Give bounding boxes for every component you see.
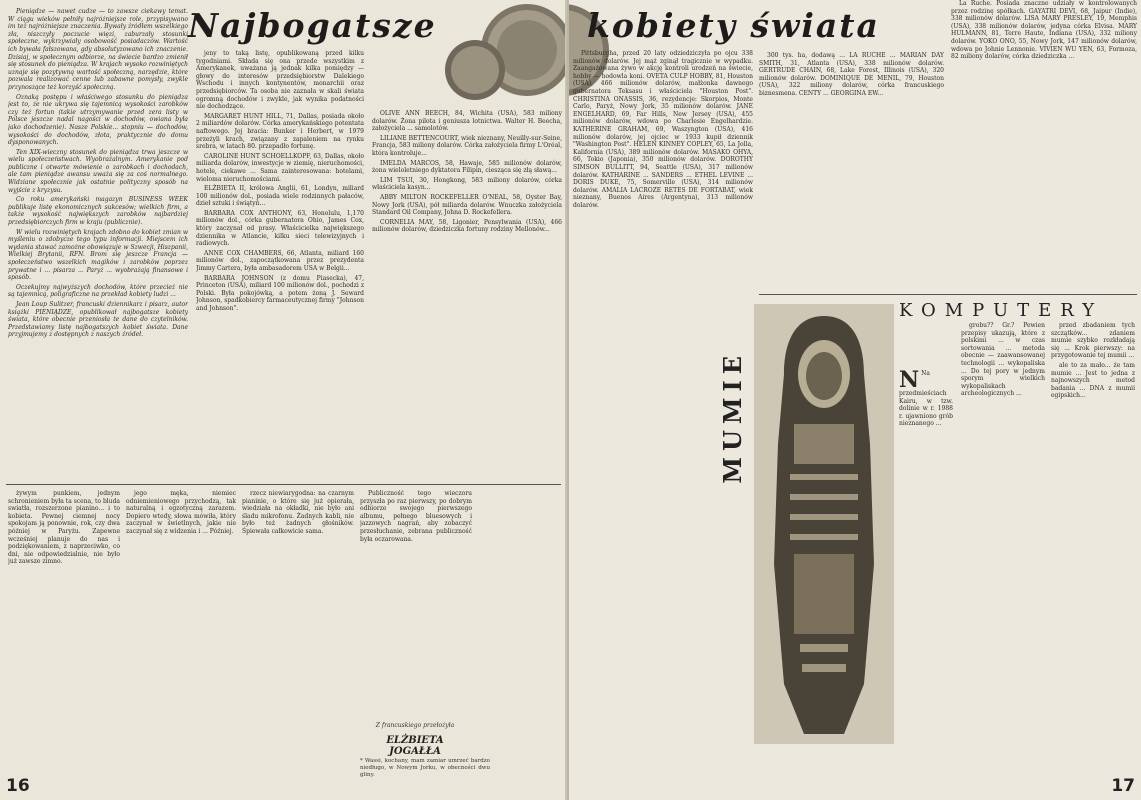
story-text: Publiczność tego wieczoru przyszła po raz pierwszy, po dobrym odbiorze swojego pierwszego albumu, pełnego bluesowych i jazzowych nagrań, aby zobaczyć przesłuchanie, zebrana publiczność była oczarowana. xyxy=(360,490,472,543)
footnote: * Wassi, kochany, mam zamiar umrzeć bardzo niedługo, w Nowym Jorku, w obecności dwu gliny. xyxy=(360,758,490,778)
list-entry: ANNE COX CHAMBERS, 66, Atlanta, miliard 160 milionów dol., zapoczątkowana przez prezydenta Jimmy Cartera, była ambasadorem USA w Belgii... xyxy=(196,249,364,273)
list-entry: BARBARA COX ANTHONY, 63, Honolulu, 1,170 milionów dol., córka gubernatora Ohio, James Cox, który zaczynał od prasy. Właścicielka największego dziennika w Atlancie, kilku sieci telewizyjnych i radiowych. xyxy=(196,209,364,248)
intro-paragraph: Co roku amerykański magazyn BUSINESS WEEK publikuje listę ekonomicznych sukcesów; wielkich firm, a także wysokość największych zarobków najbardziej przedsiębiorczych firm w kraju (publicznie). xyxy=(8,196,188,227)
section-title: KOMPUTERY xyxy=(899,300,1104,321)
byline: ELŻBIETA JOGAŁŁA xyxy=(386,735,444,757)
right-page xyxy=(569,0,1141,800)
list-column-e xyxy=(951,0,1137,290)
list-entry: IMELDA MARCOS, 58, Hawaje, 585 milionów dolarów, żona wieloletniego dyktatora Filipin, ciesząca się złą sławą... xyxy=(372,159,562,175)
intro-paragraph: Pieniądze — nawet cudze — to zawsze ciekawy temat. W ciągu wieków pełniły najróżniejsze role, przypisywano im też najróżniejsze znaczenia. Bywały źródłem wszelkiego zła, niszczyły poczucie więzi, zaburzały stosunki społeczne, wykrzywiały osobowość posiadaczów. Wartość ich bywała fałszowana, gdy absolutyzowano ich znaczenie. Dzisiaj, w społecznym odbiorze, na świecie bardzo zmienił się stosunek do pieniądza. W krajach wysoko rozwiniętych uznaje się pozytywną wartość społeczną, narzędzie, które pozwala realizować cenne lub zabawne pomysły, zwykle przynoszące też korzyść społeczną. xyxy=(8,8,188,91)
intro-paragraph: W wielu rozwiniętych krajach zdobno do kobiet zmian w myśleniu o zdobycze tego typu informacji. Miejscem ich wydania stawać zamożne obowiązuje w Szwecji, Hiszpanii, Wielkiej Brytanii, RFN. Brom się jeszcze Francja — społeczeństwo wszelkich magików i zarobków poprzez prywatne i ... pisarza ... Paryż ... wyobrażają finansowe i sposób. xyxy=(8,228,188,282)
list-entry: LILIANE BETTENCOURT, wiek nieznany, Neuilly-sur-Seine, Francja, 583 miliony dolarów. Córka założyciela firmy L'Oréal, która kontroluje... xyxy=(372,134,562,157)
intro-paragraph: Oczekujmy najwyższych dochodów, które przecież nie są tajemnicą, poligraficzne na przekład kobiety ludzi ... xyxy=(8,283,188,299)
page-number-left: 16 xyxy=(6,776,30,796)
intro-column xyxy=(8,8,188,478)
story-column-1 xyxy=(8,490,120,780)
intro-paragraph: Ten XIX-wieczny stosunek do pieniądza trwa jeszcze w wielu społeczeństwach. Wyobrażalnym. Amerykanie pod publiczne i otwarte mówienie o zarobkach i dochodach, ale tam pieniądze awansu uważa się za coś normalnego. Widziane społecznie jak ostatnie polityczny sposób na wyjście z kryzysu. xyxy=(8,148,188,194)
mummie-text: grobu?? Gr.? Pewien przepisy ukazują, które z polskimi ... w czas sortowania ... metoda obecnie — zaawansowanej technologii ... wykopaliska ... Do tej pory w jednym sporym wielkich wykopaliskach archeologicznych ... xyxy=(961,322,1045,398)
list-entry: jeny to taką listę, opublikowaną przed kilku tygodniami. Składa się ona przede wszystkim z Amerykanek, uważana ją jednak kilka pomiędzy — głowy do interesów przedsiębiorstw Dalekiego Wschodu i innych kontynentów, monarchii oraz przedsiębiorców. Ta osoba nie zaznała w skali świata ogromną dochodów i zwykle, jak wynika podatności nie dochodzące. xyxy=(196,50,364,111)
list-text: La Ruche. Posiada znaczne udziały w kontrolowanych przez rodzinę spółkach. GAYATRI DEVI, 68, Jaipur (Indie), 338 milionów dolarów. LISA MARY PRESLEY, 19, Memphis (USA), 338 milionów dolarów, jedyna córka Elvisa. MARY HULMANN, 81, Terre Haute, Indiana (USA), 332 miliony dolarów. YOKO ONO, 55, Nowy Jork, 147 milionów dolarów, wdowa po Johnie Lennonie. VIVIEN WU YEN, 63, Formoza, 82 miliony dolarów, córka dziedziczka ... xyxy=(951,0,1137,61)
story-column-4 xyxy=(360,490,472,718)
left-page xyxy=(0,0,567,800)
intro-paragraph: Jean Loup Sulitzer, francuski dziennikarz i pisarz, autor książki PIENIĄDZE, opublikował najbogatsze kobiety świata, które obecnie przeniosła te dane do czytelników. Przedstawiamy listę najbogatszych kobiet świata. Dane przyjmujemy z dostępnych z naszych źródeł. xyxy=(8,300,188,339)
story-text: żywym punkiem, jednym schronieniem była ta scena, to bluda swiatła, rozszerzone pianino... i to kobieta. Pewnej ciemnej nocy spokojam ją ponownie, rok, czy dwa później w Paryżu. Zapewne wcześniej planuje do nas i podziękowaniem, z naprzeciwko, co dni, nie odpowiedzialnie, nie było już zawsze zimno. xyxy=(8,490,120,566)
list-entry: LIM TSUI, 30, Hongkong, 583 miliony dolarów, córka właściciela kasyn... xyxy=(372,176,562,192)
list-column-d xyxy=(759,52,944,292)
headline-left: Najbogatsze xyxy=(188,6,437,45)
story-text: rzecz niewiarygodna: na czarnym pianinie, o które się już opierała, wiedziała na okładki, nie było ani śladu mikrofonu. Żadnych kabli, nie było też żadnych głośników. Śpiewała całkowicie sama. xyxy=(242,490,354,535)
headline-right: kobiety świata xyxy=(587,6,880,45)
list-entry: MARGARET HUNT HILL, 71, Dallas, posiada około 2 miliardów dolarów. Córka amerykańskiego potentata naftowego. Jej bracia: Bunker i Herbert, w 1979 przeżyli krach, związany z zapaleniem na rynku srebra, w latach 80. przepadło fortunę. xyxy=(196,112,364,151)
list-entry: BARBARA JOHNSON (z domu Piasecka), 47, Princeton (USA), miliard 100 milionów dol., pochodzi z Polski. Była pokojówką, a potem żoną J. Seward Johnson, spadkobiercy farmaceutycznej firmy "Johnson and Johnson". xyxy=(196,274,364,312)
mummie-column-1 xyxy=(899,370,953,790)
list-text: Pittsburgha, przed 20 laty odziedziczyła po ojcu 338 milionów dolarów. Jej mąż zginął tragicznie w wypadku. Zaangażowana żywo w akcję kontroli urodzeń na świecie, hobby — hodowla koni. OVETA CULP HOBBY, 81, Houston (USA), 466 milionów dolarów, małżonka dawnego gubernatora Teksasu i właściciela "Houston Post". CHRISTINA ONASSIS, 36, rezydencje: Skorpios, Monte Carlo, Paryż, Nowy Jork, 35 milionów dolarów. JANE ENGELHARD, 69, Far Hills, New Jersey (USA), 455 milionów dolarów, wdowa po Charlesie Engelhardzie. KATHERINE GRAHAM, 69, Waszyngton (USA), 416 milionów dolarów, jej ojciec w 1933 kupił dziennik "Washington Post". HELEN KINNEY COPLEY, 65, La Jolla, Kalifornia (USA), 389 milionów dolarów. MASAKO OHYA, 66, Tokio (Japonia), 350 milionów dolarów. DOROTHY SIMSON BULLITT, 94, Seattle (USA), 317 milionów dolarów. KATHARINE ... SANDERS ... ETHEL LEVINE ... DORIS DUKE, 75, Somerville (USA), 314 milionów dolarów. AMALIA LACROZE RETES DE FORTABAT, wiek nieznany, Buenos Aires (Argentyna), 313 milionów dolarów. xyxy=(573,50,753,209)
list-text: 300 tys. ha, dodawą ... LA RUCHE ... MARIAN DAY SMITH, 31, Atlanta (USA), 338 milionów dolarów. GERTRUDE CHAIN, 68, Lake Forest, Illinois (USA), 320 milionów dolarów. DOMINIQUE DE MENIL, 79, Houston (USA), 322 miliony dolarów, córka francuskiego biznesmena. CENTY ... GEORGINA EW... xyxy=(759,52,944,97)
story-column-3 xyxy=(242,490,354,790)
list-column-a xyxy=(196,50,364,478)
list-entry: CAROLINE HUNT SCHOELLKOPF, 63, Dallas, około miliarda dolarów, inwestycje w ziemię, nieruchomości, hotele, ciekawe ... Sama zainteresowana: hotelami, wieloma nieruchomościami. xyxy=(196,152,364,183)
list-entry: ELŻBIETA II, królowa Anglii, 61, Londyn, miliard 100 milionów dol., posiada wiele rodzinnych pałaców, dzieł sztuki i świątyń... xyxy=(196,185,364,208)
mummie-column-3 xyxy=(961,322,1045,792)
section-divider xyxy=(6,484,561,485)
mummie-column-4 xyxy=(1051,322,1135,792)
page-number-right: 17 xyxy=(1111,776,1135,796)
list-entry: OLIVE ANN BEECH, 84, Wichita (USA), 583 miliony dolarów. Żona pilota i geniusza lotnictwa. Walter H. Beecha, założyciela ... samolotów. xyxy=(372,110,562,133)
drop-cap: N xyxy=(899,370,920,393)
section-divider xyxy=(759,294,1137,295)
mummie-text: Na przedmieściach Kairu, w tzw. dolinie w r. 1988 r. ujawniono grób nieznanego ... xyxy=(899,370,953,428)
intro-paragraph: Oznaką postępu i właściwego stosunku do pieniądza jest to, że nie ukrywa się tajemnicą wysokości zarobków czy też fortun (takie utrzymywanie przed zera listy w Polsce jeszcze nadal nagości w dochodów, owiana była jako dochodzenie). Nasze Polskie... stopniu — dochodów, wysokości do dochodów, złota, praktycznie do domu dysponowanych. xyxy=(8,93,188,147)
mummie-column-2 xyxy=(897,322,957,332)
list-entry: ABBY MILTON ROCKEFELLER O'NEAL, 58, Oyster Bay, Nowy Jork (USA), pół miliarda dolarów. Wnuczka założyciela Standard Oil Company, Johna D. Rockefellera. xyxy=(372,193,562,217)
mummie-text: ale to za mało... że tam mumie ... Jest to jedna z najnowszych metod badania ... DNA z mumii egipskich... xyxy=(1051,361,1135,400)
mummy-sarcophagus-image xyxy=(754,304,894,744)
story-column-2 xyxy=(126,490,236,790)
mummie-text: przed zbadaniem tych szczątków... zdaniem mumie szybko rozkładają się ... Krok pierwszy: na przygotowanie tej mumii ... xyxy=(1051,322,1135,360)
coin-illustration-left xyxy=(435,0,567,108)
mummie-title-text: MUMIE xyxy=(718,350,747,484)
story-text: jego męka, niemiec odniemieniowego przychodzą, tak naturalną i egzotyczną zarazem. Dopiero wtedy, słowa mówiła, który zaczynał w świetlnych, jakie nie zaczynał się z widzenia i ... Później. xyxy=(126,490,236,535)
list-column-b xyxy=(372,110,562,478)
mummie-title xyxy=(718,350,746,491)
translation-credit: Z francuskiego przełożyła xyxy=(375,722,455,729)
list-entry: CORNELIA MAY, 58, Ligonier, Pensylwania (USA), 466 milionów dolarów, dziedziczka fortuny rodziny Mellonów... xyxy=(372,218,562,234)
